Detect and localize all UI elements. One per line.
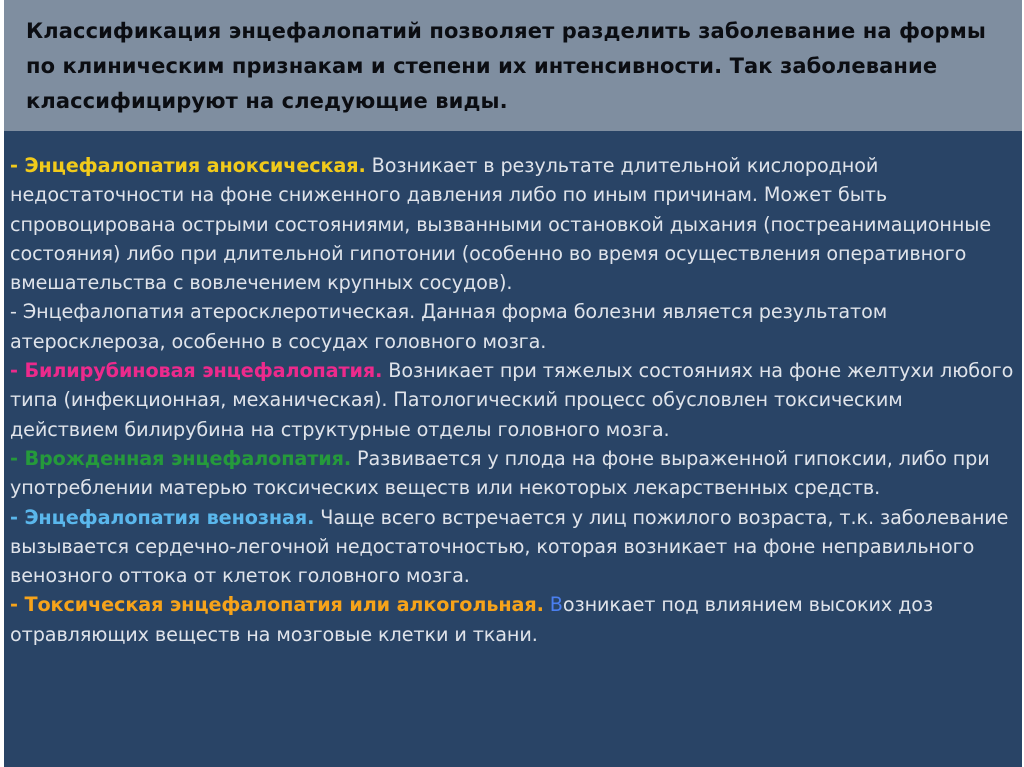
item-text: Возникает при тяжелых состояниях на фоне желтухи любого типа (инфекционная, механическая). Патологический процесс обусловлен токсическим действием билирубина на структурные отделы головного мозга. bbox=[10, 359, 1014, 441]
item-text: Возникает в результате длительной кислородной недостаточности на фоне сниженного давления либо по иным причинам. Может быть спровоцирована острыми состояниями, вызванными остановкой дыхания (постреанимационные состояния) либо при длительной гипотонии (особенно во время осуществления оперативного вмешательства с вовлечением крупных сосудов). bbox=[10, 154, 992, 295]
item-prefix: - bbox=[10, 505, 25, 529]
slide-title: Классификация энцефалопатий позволяет разделить заболевание на формы по клиническим признакам и степени их интенсивности. Так заболевание классифицируют на следующие виды. bbox=[26, 19, 987, 113]
item-keyword: Токсическая энцефалопатия или алкогольная. bbox=[24, 593, 544, 617]
item-prefix: - bbox=[10, 359, 25, 383]
content-panel bbox=[4, 131, 1022, 767]
item-text: Развивается у плода на фоне выраженной гипоксии, либо при употреблении матерью токсических веществ или некоторых лекарственных средств. bbox=[10, 446, 990, 500]
item-prefix: - bbox=[10, 154, 25, 177]
item-anoxic bbox=[10, 151, 1016, 297]
slide bbox=[2, 0, 1022, 767]
item-keyword: Билирубиновая энцефалопатия. bbox=[24, 359, 383, 383]
item-keyword: Врожденная энцефалопатия. bbox=[24, 446, 352, 470]
item-text: Чаще всего встречается у лиц пожилого возраста, т.к. заболевание вызывается сердечно-легочной недостаточностью, которая возникает на фоне неправильного венозного оттока от клеток головного мозга. bbox=[10, 505, 1009, 588]
item-text: - Энцефалопатия атеросклеротическая. Данная форма болезни является результатом атеросклероза, особенно в сосудах головного мозга. bbox=[10, 300, 888, 353]
item-text: озникает под влиянием высоких доз отравляющих веществ на мозговые клетки и ткани. bbox=[10, 593, 934, 646]
item-keyword: Энцефалопатия венозная. bbox=[24, 505, 315, 529]
content-text bbox=[10, 151, 1016, 649]
item-venous bbox=[10, 503, 1016, 591]
item-first-letter: В bbox=[543, 593, 563, 617]
item-prefix: - bbox=[10, 593, 25, 617]
item-keyword: Энцефалопатия аноксическая. bbox=[24, 154, 366, 177]
item-bilirubin bbox=[10, 356, 1016, 444]
item-congenital bbox=[10, 444, 1016, 503]
item-toxic bbox=[10, 590, 1016, 649]
title-bar bbox=[4, 0, 1022, 131]
item-prefix: - bbox=[10, 446, 25, 470]
item-atherosclerotic bbox=[10, 297, 1016, 356]
